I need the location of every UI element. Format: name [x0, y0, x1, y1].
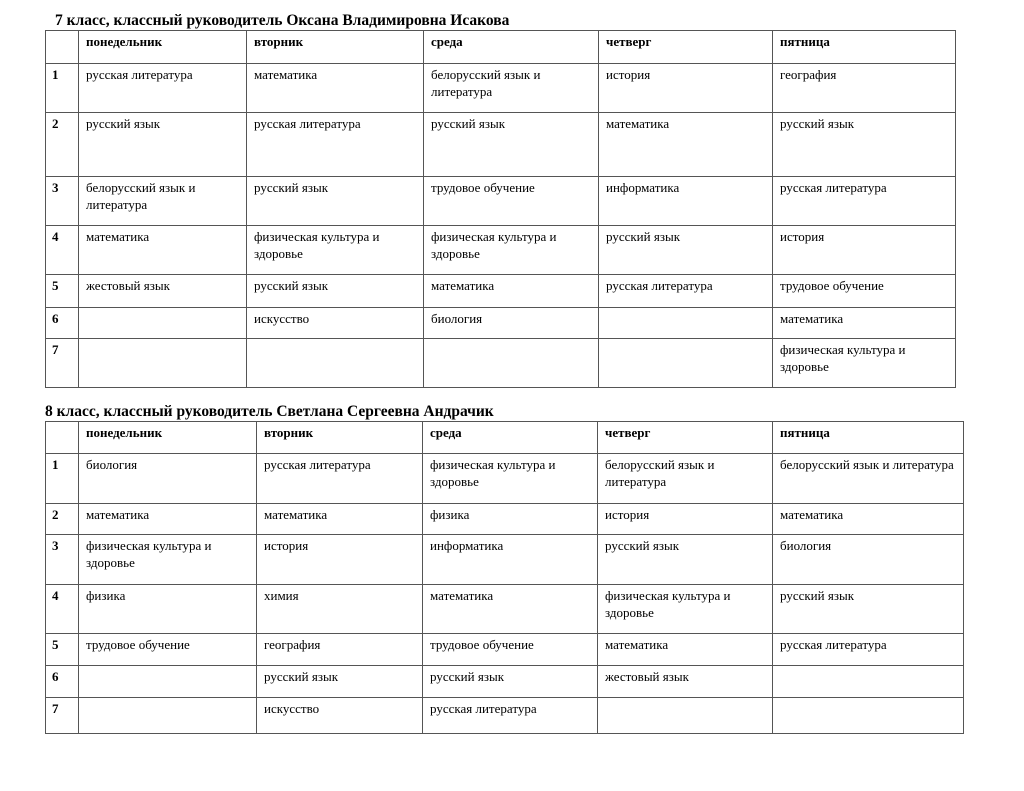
- class-8-heading: 8 класс, классный руководитель Светлана Сергеевна Андрачик: [45, 403, 494, 420]
- table-cell: искусство: [247, 308, 424, 339]
- table-cell: [599, 339, 773, 388]
- table-cell: жестовый язык: [79, 275, 247, 308]
- table-cell: биология: [79, 454, 257, 504]
- table-cell: математика: [598, 634, 773, 666]
- table-cell: русский язык: [599, 226, 773, 275]
- table-cell: русский язык: [79, 113, 247, 177]
- table-cell: математика: [424, 275, 599, 308]
- header-cell-empty: [46, 422, 79, 454]
- lesson-number: 6: [46, 308, 79, 339]
- lesson-number: 5: [46, 275, 79, 308]
- table-cell: русская литература: [257, 454, 423, 504]
- table-cell: [247, 339, 424, 388]
- table-cell: география: [257, 634, 423, 666]
- header-day-wednesday: среда: [424, 31, 599, 64]
- table-cell: [79, 339, 247, 388]
- table-row: [46, 535, 964, 585]
- table-cell: история: [599, 64, 773, 113]
- header-day-monday: понедельник: [79, 31, 247, 64]
- lesson-number: 7: [46, 339, 79, 388]
- table-cell: математика: [773, 504, 964, 535]
- table-header-row: [46, 422, 964, 454]
- table-cell: [598, 698, 773, 734]
- table-cell: белорусский язык и литература: [773, 454, 964, 504]
- table-cell: [773, 698, 964, 734]
- header-day-wednesday: среда: [423, 422, 598, 454]
- class-7-heading: 7 класс, классный руководитель Оксана Владимировна Исакова: [55, 12, 510, 29]
- table-cell: физическая культура и здоровье: [598, 585, 773, 634]
- table-cell: искусство: [257, 698, 423, 734]
- table-cell: [773, 666, 964, 698]
- table-cell: русский язык: [773, 113, 956, 177]
- header-day-tuesday: вторник: [257, 422, 423, 454]
- table-row: [46, 504, 964, 535]
- table-cell: русская литература: [773, 177, 956, 226]
- table-cell: физическая культура и здоровье: [247, 226, 424, 275]
- table-cell: русская литература: [599, 275, 773, 308]
- table-row: [46, 177, 956, 226]
- header-day-friday: пятница: [773, 422, 964, 454]
- header-day-friday: пятница: [773, 31, 956, 64]
- table-row: [46, 275, 956, 308]
- table-cell: биология: [424, 308, 599, 339]
- table-cell: [424, 339, 599, 388]
- table-cell: [79, 308, 247, 339]
- table-cell: жестовый язык: [598, 666, 773, 698]
- table-cell: физическая культура и здоровье: [79, 535, 257, 585]
- table-cell: русский язык: [247, 177, 424, 226]
- table-row: [46, 454, 964, 504]
- table-row: [46, 226, 956, 275]
- table-cell: русская литература: [79, 64, 247, 113]
- header-day-monday: понедельник: [79, 422, 257, 454]
- table-cell: математика: [247, 64, 424, 113]
- table-cell: русская литература: [423, 698, 598, 734]
- table-cell: математика: [79, 504, 257, 535]
- table-cell: физическая культура и здоровье: [423, 454, 598, 504]
- table-cell: физика: [79, 585, 257, 634]
- table-cell: [79, 698, 257, 734]
- table-row: [46, 308, 956, 339]
- table-cell: белорусский язык и литература: [79, 177, 247, 226]
- table-cell: история: [773, 226, 956, 275]
- table-cell: география: [773, 64, 956, 113]
- table-cell: русская литература: [247, 113, 424, 177]
- table-cell: математика: [773, 308, 956, 339]
- table-cell: русский язык: [424, 113, 599, 177]
- table-cell: история: [257, 535, 423, 585]
- class-7-schedule-table: [45, 30, 956, 388]
- table-cell: белорусский язык и литература: [598, 454, 773, 504]
- lesson-number: 4: [46, 226, 79, 275]
- lesson-number: 7: [46, 698, 79, 734]
- table-cell: математика: [599, 113, 773, 177]
- table-cell: русская литература: [773, 634, 964, 666]
- table-cell: белорусский язык и литература: [424, 64, 599, 113]
- table-cell: трудовое обучение: [423, 634, 598, 666]
- header-day-thursday: четверг: [599, 31, 773, 64]
- lesson-number: 1: [46, 64, 79, 113]
- table-cell: [599, 308, 773, 339]
- table-header-row: [46, 31, 956, 64]
- table-cell: история: [598, 504, 773, 535]
- header-day-thursday: четверг: [598, 422, 773, 454]
- table-cell: математика: [257, 504, 423, 535]
- table-cell: химия: [257, 585, 423, 634]
- table-cell: физическая культура и здоровье: [773, 339, 956, 388]
- table-row: [46, 666, 964, 698]
- table-cell: русский язык: [773, 585, 964, 634]
- table-cell: трудовое обучение: [773, 275, 956, 308]
- table-row: [46, 113, 956, 177]
- table-row: [46, 634, 964, 666]
- header-cell-empty: [46, 31, 79, 64]
- table-cell: русский язык: [423, 666, 598, 698]
- header-day-tuesday: вторник: [247, 31, 424, 64]
- lesson-number: 1: [46, 454, 79, 504]
- lesson-number: 5: [46, 634, 79, 666]
- table-cell: информатика: [423, 535, 598, 585]
- table-cell: русский язык: [257, 666, 423, 698]
- table-row: [46, 698, 964, 734]
- lesson-number: 4: [46, 585, 79, 634]
- table-cell: физическая культура и здоровье: [424, 226, 599, 275]
- table-cell: математика: [79, 226, 247, 275]
- table-cell: физика: [423, 504, 598, 535]
- table-cell: математика: [423, 585, 598, 634]
- table-row: [46, 585, 964, 634]
- table-row: [46, 339, 956, 388]
- lesson-number: 3: [46, 535, 79, 585]
- table-cell: русский язык: [247, 275, 424, 308]
- table-row: [46, 64, 956, 113]
- table-cell: трудовое обучение: [79, 634, 257, 666]
- lesson-number: 6: [46, 666, 79, 698]
- table-cell: информатика: [599, 177, 773, 226]
- lesson-number: 3: [46, 177, 79, 226]
- table-cell: [79, 666, 257, 698]
- table-cell: русский язык: [598, 535, 773, 585]
- class-8-schedule-table: [45, 421, 964, 734]
- table-cell: трудовое обучение: [424, 177, 599, 226]
- table-cell: биология: [773, 535, 964, 585]
- lesson-number: 2: [46, 504, 79, 535]
- lesson-number: 2: [46, 113, 79, 177]
